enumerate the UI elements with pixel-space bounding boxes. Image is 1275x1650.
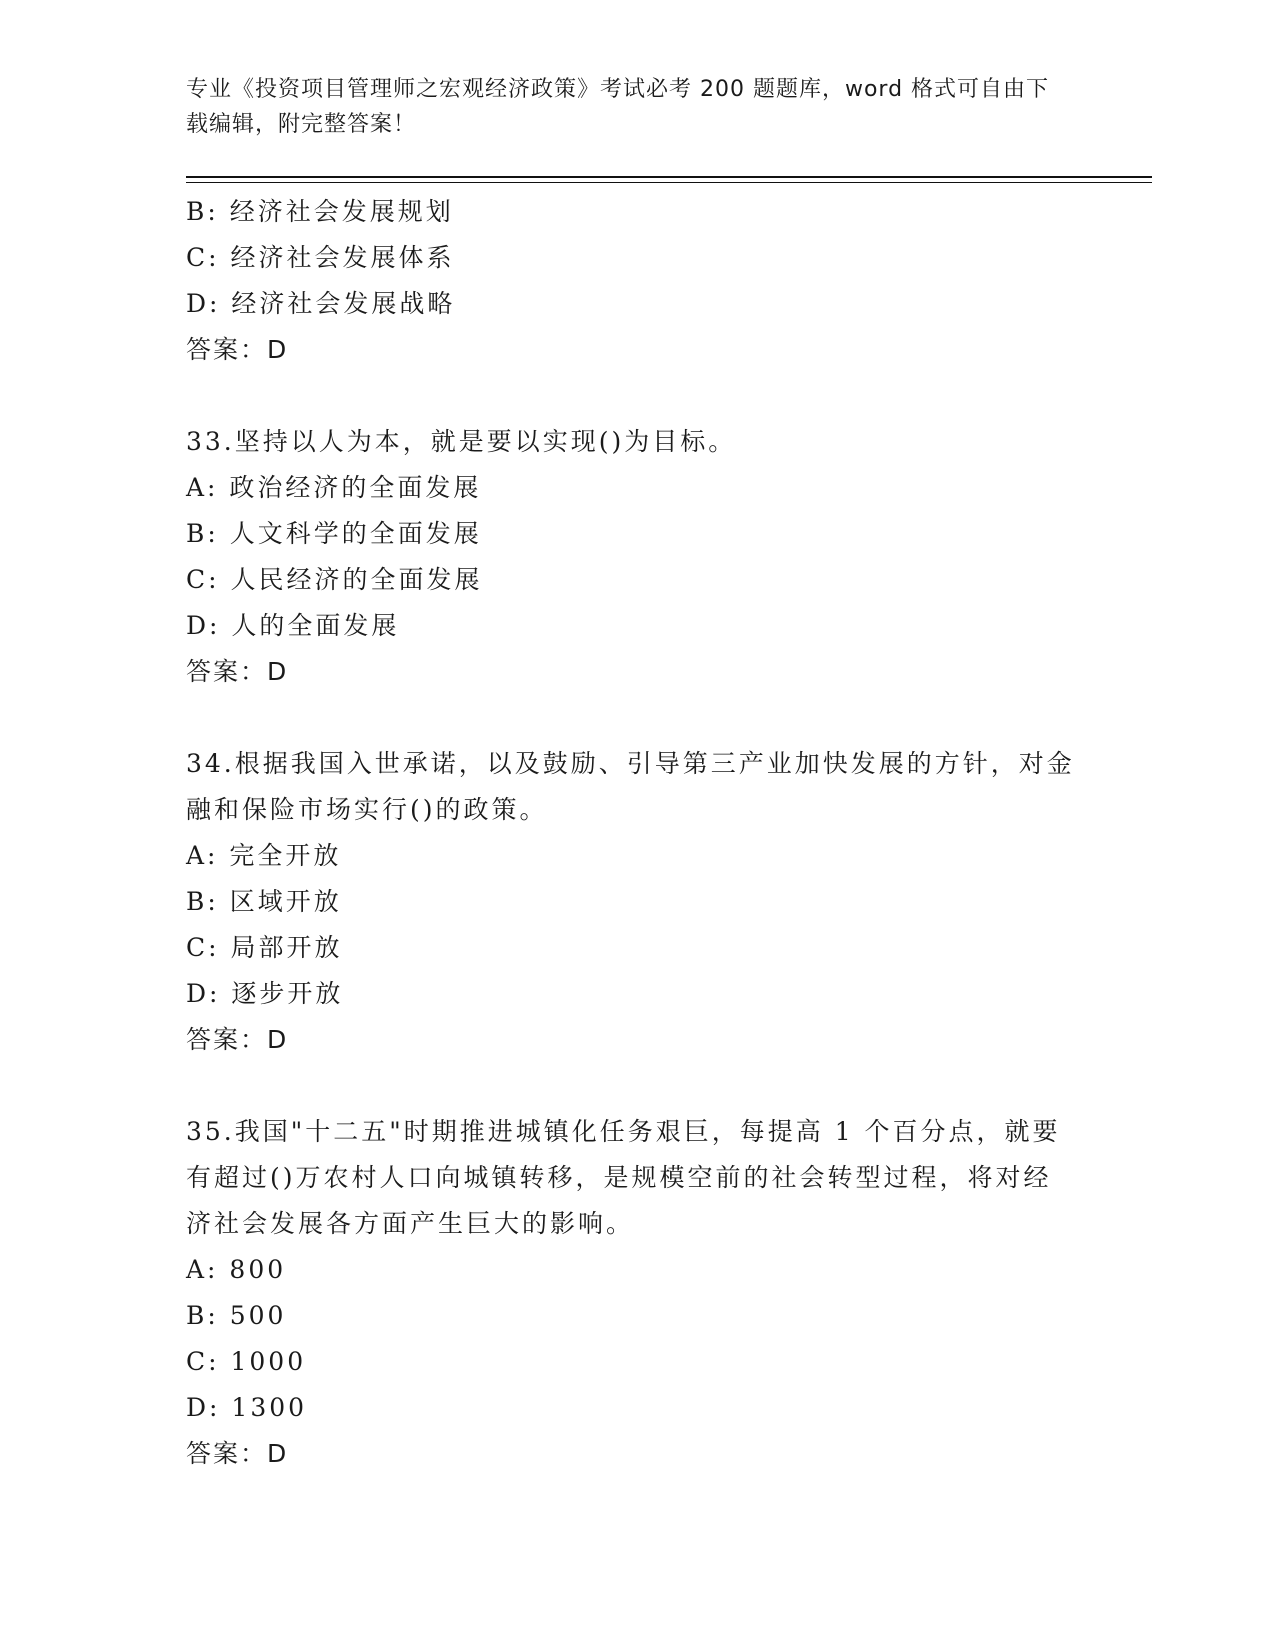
option-c: C: 1000 <box>186 1347 307 1376</box>
question-stem: 35.我国"十二五"时期推进城镇化任务艰巨，每提高 1 个百分点，就要有超过()万农村人口向城镇转移，是规模空前的社会转型过程，将对经济社会发展各方面产生巨大的影响。 <box>186 1117 1061 1238</box>
option-b: B: 人文科学的全面发展 <box>186 519 482 548</box>
header-divider-thin <box>186 182 1152 183</box>
option-d: D: 经济社会发展战略 <box>186 289 456 318</box>
option-b: B: 经济社会发展规划 <box>186 197 454 226</box>
option-a: A: 政治经济的全面发展 <box>186 473 482 502</box>
option-c: C: 局部开放 <box>186 933 343 962</box>
question-32-tail <box>186 189 1076 373</box>
question-spacer <box>186 1063 1076 1109</box>
question-spacer <box>186 695 1076 741</box>
question-34 <box>186 741 1076 1063</box>
option-c: C: 经济社会发展体系 <box>186 243 455 272</box>
header-divider-thick <box>186 176 1152 178</box>
question-spacer <box>186 373 1076 419</box>
option-d: D: 1300 <box>186 1393 308 1422</box>
option-b: B: 500 <box>186 1301 287 1330</box>
option-b: B: 区域开放 <box>186 887 342 916</box>
option-d: D: 人的全面发展 <box>186 611 400 640</box>
document-header: 专业《投资项目管理师之宏观经济政策》考试必考 200 题题库，word 格式可自由下载编辑，附完整答案！ <box>186 77 1050 137</box>
answer-label: 答案：D <box>186 657 289 686</box>
question-35 <box>186 1109 1076 1477</box>
answer-label: 答案：D <box>186 1025 289 1054</box>
option-a: A: 800 <box>186 1255 287 1284</box>
question-stem: 33.坚持以人为本，就是要以实现()为目标。 <box>186 427 737 456</box>
option-a: A: 完全开放 <box>186 841 342 870</box>
option-d: D: 逐步开放 <box>186 979 344 1008</box>
answer-label: 答案：D <box>186 1439 289 1468</box>
question-33 <box>186 419 1076 695</box>
answer-label: 答案：D <box>186 335 289 364</box>
question-list <box>186 189 1076 1477</box>
option-c: C: 人民经济的全面发展 <box>186 565 483 594</box>
question-stem: 34.根据我国入世承诺，以及鼓励、引导第三产业加快发展的方针，对金融和保险市场实行()的政策。 <box>186 749 1075 824</box>
